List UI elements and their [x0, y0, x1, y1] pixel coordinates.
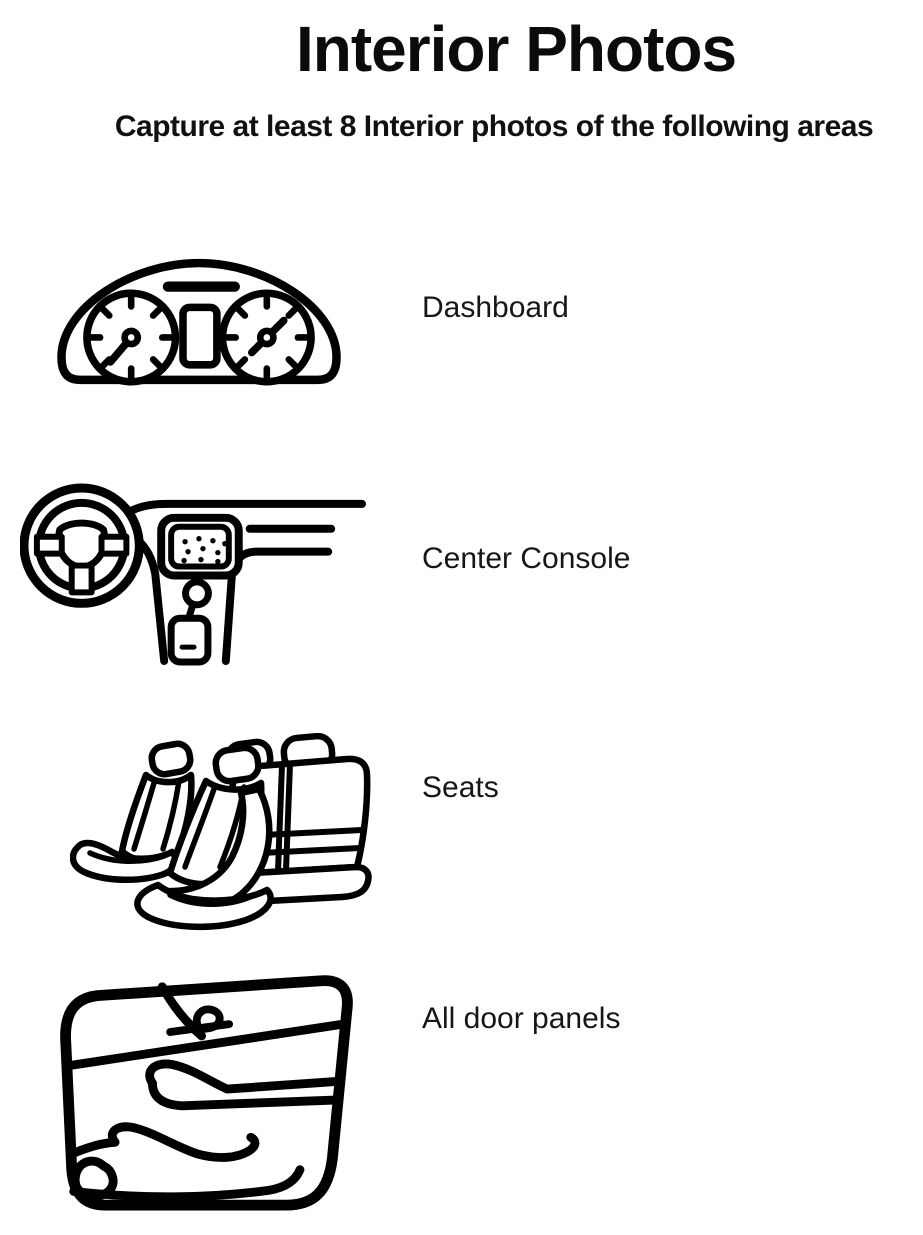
center-console-icon [20, 482, 368, 666]
dashboard-gauges-icon [48, 248, 350, 394]
row-label-dashboard: Dashboard [422, 291, 569, 324]
door-panel-icon [52, 973, 362, 1214]
page-title: Interior Photos [295, 13, 737, 85]
row-label-seats: Seats [422, 771, 499, 804]
row-label-door-panels: All door panels [422, 1002, 621, 1035]
page-subtitle: Capture at least 8 Interior photos of the following areas [114, 110, 874, 143]
row-label-center-console: Center Console [422, 542, 631, 575]
seats-icon [70, 733, 375, 933]
